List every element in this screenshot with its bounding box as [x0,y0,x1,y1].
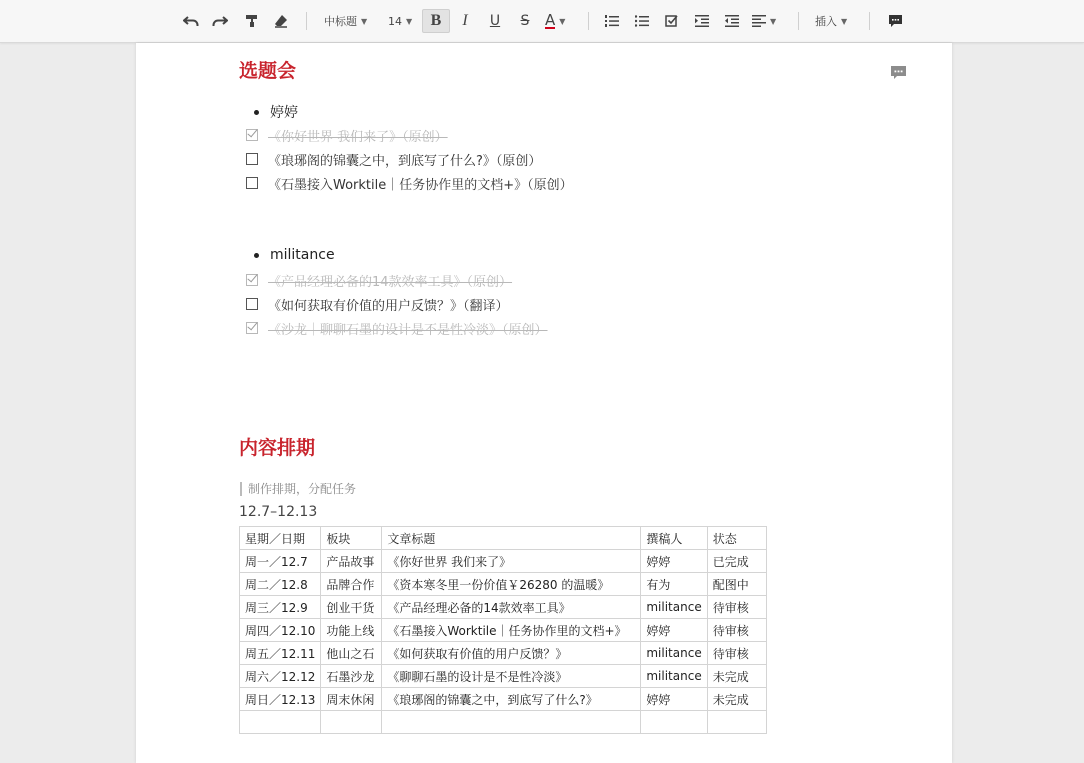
table-cell[interactable]: 待审核 [707,619,766,642]
bold-button[interactable] [422,9,450,33]
heading-select[interactable] [320,9,371,33]
table-cell[interactable]: 创业干货 [321,596,382,619]
comment-icon [888,14,903,28]
todo-item[interactable] [246,294,509,314]
eraser-icon [274,14,288,28]
table-cell[interactable]: militance [641,665,707,688]
checkbox-icon[interactable] [246,298,258,310]
owner-name: militance [270,247,335,263]
table-cell[interactable]: 周二／12.8 [240,573,321,596]
chevron-down-icon: ▼ [841,16,848,26]
checkbox-checked-icon[interactable] [246,129,258,141]
table-row [240,619,767,642]
bullet-dot-icon [254,253,259,258]
table-header-row [240,527,767,550]
table-cell[interactable]: 周五／12.11 [240,642,321,665]
table-row [240,665,767,688]
table-cell[interactable]: 周三／12.9 [240,596,321,619]
table-cell[interactable]: militance [641,596,707,619]
table-row [240,642,767,665]
table-cell[interactable]: 周一／12.7 [240,550,321,573]
comment-button[interactable] [882,9,908,33]
strikethrough-icon: S [520,13,530,29]
table-header-cell[interactable]: 状态 [707,527,766,550]
table-cell[interactable]: 产品故事 [321,550,382,573]
table-cell[interactable]: 品牌合作 [321,573,382,596]
align-left-icon [752,15,766,27]
toolbar-divider [306,12,307,30]
document-page[interactable] [136,43,952,763]
font-size-select[interactable] [384,9,416,33]
section-heading-topic-meeting: 选题会 [239,60,297,82]
paint-format-icon [245,14,259,28]
todo-text: 《你好世界 我们来了》（原创） [268,129,448,145]
schedule-table[interactable] [239,526,767,734]
checkbox-icon[interactable] [246,177,258,189]
todo-text: 《如何获取有价值的用户反馈？》（翻译） [268,298,509,314]
table-cell[interactable]: 《聊聊石墨的设计是不是性冷淡》 [382,665,641,688]
toolbar-divider [588,12,589,30]
outdent-button[interactable] [719,9,745,33]
indent-icon [695,15,709,27]
chevron-down-icon: ▼ [361,16,368,26]
toolbar-divider [798,12,799,30]
undo-button[interactable] [178,9,204,33]
todo-text: 《产品经理必备的14款效率工具》（原创） [268,274,513,290]
checkbox-checked-icon[interactable] [246,322,258,334]
table-cell[interactable]: 《资本寒冬里一份价值￥26280 的温暖》 [382,573,641,596]
insert-menu[interactable] [811,9,851,33]
table-cell[interactable]: 《石墨接入Worktile｜任务协作里的文档+》 [382,619,641,642]
checkbox-list-icon [665,14,679,28]
font-color-button[interactable] [545,9,565,33]
strikethrough-button[interactable] [512,9,538,33]
comment-icon [890,65,907,81]
table-header-cell[interactable]: 文章标题 [382,527,641,550]
insert-menu-label: 插入 [815,15,837,28]
table-cell[interactable]: 周六／12.12 [240,665,321,688]
table-header-cell[interactable]: 星期／日期 [240,527,321,550]
redo-button[interactable] [207,9,233,33]
table-cell[interactable]: 婷婷 [641,688,707,711]
table-cell[interactable]: 《产品经理必备的14款效率工具》 [382,596,641,619]
font-size-label: 14 [388,14,402,28]
table-cell[interactable]: 他山之石 [321,642,382,665]
table-row [240,573,767,596]
table-cell[interactable]: 周四／12.10 [240,619,321,642]
todo-item[interactable] [246,125,448,145]
table-cell[interactable]: 石墨沙龙 [321,665,382,688]
table-cell[interactable]: 待审核 [707,596,766,619]
redo-icon [212,15,228,27]
todo-item[interactable] [246,173,573,193]
table-cell[interactable]: 婷婷 [641,550,707,573]
todo-text: 《石墨接入Worktile｜任务协作里的文档+》（原创） [268,177,573,193]
section-heading-content-schedule: 内容排期 [239,437,316,459]
table-cell[interactable] [240,711,321,734]
table-cell[interactable]: 《如何获取有价值的用户反馈？》 [382,642,641,665]
table-cell[interactable]: 未完成 [707,688,766,711]
align-select[interactable] [752,9,776,33]
blockquote: 制作排期，分配任务 [240,482,356,496]
table-cell[interactable]: 《你好世界 我们来了》 [382,550,641,573]
table-cell[interactable] [321,711,382,734]
undo-icon [183,15,199,27]
checkbox-checked-icon[interactable] [246,274,258,286]
table-cell[interactable] [707,711,766,734]
owner-name: 婷婷 [270,105,298,121]
todo-text: 《沙龙｜聊聊石墨的设计是不是性冷淡》（原创） [268,322,548,338]
todo-item[interactable] [246,318,548,338]
table-header-cell[interactable]: 板块 [321,527,382,550]
toolbar-divider [869,12,870,30]
table-row [240,688,767,711]
table-cell[interactable]: 未完成 [707,665,766,688]
chevron-down-icon: ▼ [406,16,413,26]
underline-button[interactable] [482,9,508,33]
font-color-icon: A [545,11,556,29]
checkbox-icon[interactable] [246,153,258,165]
italic-icon: I [462,12,468,29]
table-cell[interactable]: 功能上线 [321,619,382,642]
list-item-owner [254,102,298,122]
table-cell[interactable]: 婷婷 [641,619,707,642]
bold-icon: B [430,12,442,29]
floating-comment-button[interactable] [890,65,907,85]
table-cell[interactable]: militance [641,642,707,665]
list-item-owner [254,247,335,263]
table-cell[interactable]: 有为 [641,573,707,596]
todo-item[interactable] [246,270,512,290]
table-cell[interactable] [641,711,707,734]
table-row [240,550,767,573]
table-cell[interactable]: 周末休闲 [321,688,382,711]
indent-button[interactable] [689,9,715,33]
outdent-icon [725,15,739,27]
bullet-dot-icon [254,110,259,115]
italic-button[interactable] [452,9,478,33]
bulleted-list-button[interactable] [629,9,655,33]
table-row [240,596,767,619]
underline-icon: U [489,13,501,29]
table-row-empty [240,711,767,734]
table-cell[interactable]: 周日／12.13 [240,688,321,711]
table-cell[interactable]: 《琅琊阁的锦囊之中，到底写了什么?》 [382,688,641,711]
chevron-down-icon: ▼ [559,16,566,26]
editor-toolbar [0,0,1084,43]
ordered-list-button[interactable] [599,9,625,33]
todo-item[interactable] [246,149,541,169]
clear-format-button[interactable] [268,9,294,33]
todo-text: 《琅琊阁的锦囊之中，到底写了什么?》（原创） [268,153,542,169]
table-cell[interactable]: 待审核 [707,642,766,665]
date-range-text: 12.7–12.13 [239,504,318,520]
chevron-down-icon: ▼ [770,16,777,26]
ordered-list-icon [605,15,619,27]
table-cell[interactable] [382,711,641,734]
bulleted-list-icon [635,15,649,27]
table-cell[interactable]: 已完成 [707,550,766,573]
table-header-cell[interactable]: 撰稿人 [641,527,707,550]
table-cell[interactable]: 配图中 [707,573,766,596]
format-painter-button[interactable] [239,9,265,33]
checklist-button[interactable] [659,9,685,33]
heading-select-label: 中标题 [324,15,357,28]
